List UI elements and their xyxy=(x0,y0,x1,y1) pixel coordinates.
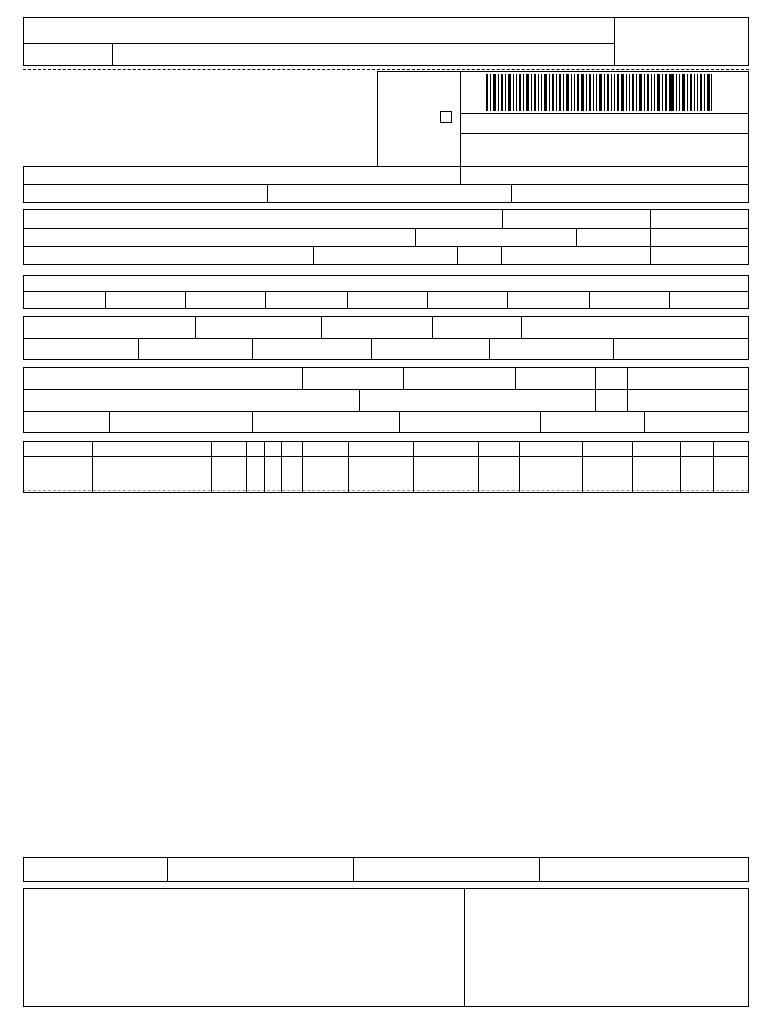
recipient-row-rule-2 xyxy=(23,246,749,247)
carrier-row-rule-1 xyxy=(23,389,749,390)
invoice-col-divider-3 xyxy=(265,291,266,309)
invoice-col-divider-7 xyxy=(589,291,590,309)
products-col-12 xyxy=(632,441,633,493)
products-col-11 xyxy=(582,441,583,493)
tax-col-b-5 xyxy=(613,338,614,360)
products-col-0 xyxy=(23,441,24,493)
products-col-2 xyxy=(211,441,212,493)
products-col-14 xyxy=(713,441,714,493)
products-col-10 xyxy=(519,441,520,493)
registration-row-bottom-rule xyxy=(23,202,749,203)
carrier-col-c-4 xyxy=(540,411,541,433)
carrier-col-c-1 xyxy=(109,411,110,433)
danfe-box-left xyxy=(377,71,378,167)
products-col-4 xyxy=(264,441,265,493)
issqn-col-2 xyxy=(353,857,354,882)
tax-col-b-4 xyxy=(489,338,490,360)
danfe-box-right xyxy=(460,71,461,185)
tax-col-b-1 xyxy=(138,338,139,360)
carrier-col-a-1 xyxy=(302,367,303,389)
carrier-col-c-2 xyxy=(252,411,253,433)
products-col-15 xyxy=(748,441,749,493)
barcode-icon xyxy=(486,74,712,111)
invoice-col-divider-5 xyxy=(427,291,428,309)
products-row-separator xyxy=(23,490,749,491)
receipt-date-divider xyxy=(112,43,113,66)
invoice-col-divider-4 xyxy=(347,291,348,309)
access-key-value-rule xyxy=(460,133,749,134)
products-col-3 xyxy=(246,441,247,493)
products-col-8 xyxy=(413,441,414,493)
products-col-13 xyxy=(680,441,681,493)
products-top-rule xyxy=(23,441,749,442)
issqn-col-1 xyxy=(167,857,168,882)
tax-col-b-3 xyxy=(371,338,372,360)
header-right-edge-lower xyxy=(748,166,749,203)
recipient-cnpj-divider xyxy=(502,209,503,228)
products-col-9 xyxy=(478,441,479,493)
invoice-header-rule xyxy=(23,291,749,292)
recipient-city-divider xyxy=(313,246,314,265)
tax-col-a-3 xyxy=(432,316,433,338)
carrier-frame xyxy=(23,367,749,433)
products-col-6 xyxy=(302,441,303,493)
state-registration-divider xyxy=(267,184,268,202)
recipient-uf-divider xyxy=(501,246,502,265)
recipient-zip-divider xyxy=(576,228,577,246)
recipient-row-rule-1 xyxy=(23,228,749,229)
invoice-col-divider-6 xyxy=(507,291,508,309)
carrier-row-rule-2 xyxy=(23,411,749,412)
access-key-rule xyxy=(460,113,749,114)
carrier-col-a-2 xyxy=(403,367,404,389)
recipient-frame xyxy=(23,209,749,265)
invoice-col-divider-1 xyxy=(105,291,106,309)
tax-col-a-4 xyxy=(521,316,522,338)
products-col-7 xyxy=(348,441,349,493)
cnpj-divider xyxy=(511,184,512,202)
invoice-col-divider-8 xyxy=(669,291,670,309)
carrier-col-uf-right xyxy=(627,367,628,411)
additional-data-divider xyxy=(464,888,465,1007)
products-col-1 xyxy=(92,441,93,493)
products-bottom-rule xyxy=(23,492,749,493)
recipient-district-divider xyxy=(415,228,416,246)
receipt-stub-frame xyxy=(23,17,749,66)
tax-col-a-1 xyxy=(195,316,196,338)
header-top-rule xyxy=(377,71,749,72)
carrier-col-uf xyxy=(595,367,596,411)
tax-row-rule xyxy=(23,338,749,339)
recipient-phone-divider xyxy=(457,246,458,265)
invoice-col-divider-2 xyxy=(185,291,186,309)
issqn-col-3 xyxy=(539,857,540,882)
carrier-col-c-5 xyxy=(644,411,645,433)
tax-col-a-2 xyxy=(321,316,322,338)
carrier-col-c-3 xyxy=(399,411,400,433)
additional-data-frame xyxy=(23,888,749,1007)
invoice-frame xyxy=(23,275,749,309)
tax-col-b-2 xyxy=(252,338,253,360)
tear-off-line xyxy=(23,69,749,70)
products-col-5 xyxy=(281,441,282,493)
recipient-date-divider xyxy=(650,209,651,265)
checkbox-icon[interactable] xyxy=(440,111,452,123)
carrier-col-a-3 xyxy=(515,367,516,389)
carrier-col-b-1 xyxy=(359,389,360,411)
receipt-stub-number-divider xyxy=(614,17,615,66)
products-header-rule xyxy=(23,456,749,457)
issqn-frame xyxy=(23,857,749,882)
nature-operation-top-rule xyxy=(23,166,749,167)
registration-row-top-rule xyxy=(23,184,749,185)
